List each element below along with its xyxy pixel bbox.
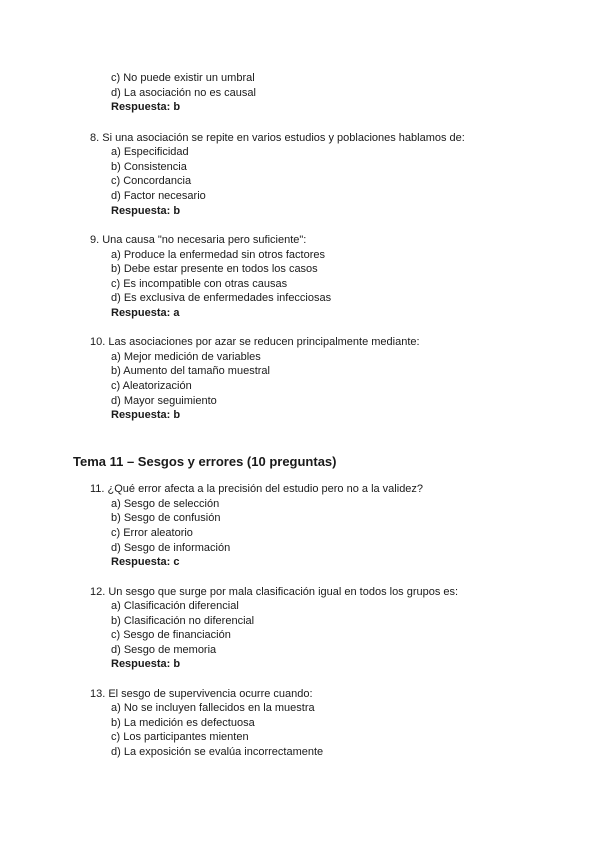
answer-text: Respuesta: b bbox=[111, 101, 181, 113]
answer-text: Respuesta: b bbox=[111, 409, 181, 421]
option-text: b) Debe estar presente en todos los casos bbox=[111, 263, 318, 275]
option-text: d) Factor necesario bbox=[111, 190, 206, 202]
option-text: a) Produce la enfermedad sin otros factores bbox=[111, 249, 326, 261]
option-text: c) No puede existir un umbral bbox=[111, 72, 255, 84]
option-text: d) La asociación no es causal bbox=[111, 87, 256, 99]
answer-text: Respuesta: b bbox=[111, 205, 181, 217]
option-text: b) Consistencia bbox=[111, 161, 187, 173]
answer-text: Respuesta: a bbox=[111, 307, 180, 319]
option-text: a) No se incluyen fallecidos en la muestra bbox=[111, 702, 315, 714]
option-text: c) Concordancia bbox=[111, 175, 192, 187]
option-text: a) Mejor medición de variables bbox=[111, 351, 261, 363]
answer-text: Respuesta: c bbox=[111, 556, 180, 568]
option-text: c) Sesgo de financiación bbox=[111, 629, 231, 641]
option-text: c) Es incompatible con otras causas bbox=[111, 278, 288, 290]
option-text: b) Sesgo de confusión bbox=[111, 512, 221, 524]
question-text: 11. ¿Qué error afecta a la precisión del estudio pero no a la validez? bbox=[90, 483, 424, 495]
option-text: c) Aleatorización bbox=[111, 380, 192, 392]
question-text: 10. Las asociaciones por azar se reducen principalmente mediante: bbox=[90, 336, 420, 348]
option-text: b) La medición es defectuosa bbox=[111, 717, 255, 729]
option-text: a) Especificidad bbox=[111, 146, 189, 158]
answer-text: Respuesta: b bbox=[111, 658, 181, 670]
option-text: c) Los participantes mienten bbox=[111, 731, 249, 743]
option-text: b) Clasificación no diferencial bbox=[111, 615, 255, 627]
option-text: d) Mayor seguimiento bbox=[111, 395, 217, 407]
option-text: b) Aumento del tamaño muestral bbox=[111, 365, 270, 377]
option-text: d) Es exclusiva de enfermedades infecciosas bbox=[111, 292, 332, 304]
option-text: a) Sesgo de selección bbox=[111, 498, 220, 510]
option-text: d) Sesgo de memoria bbox=[111, 644, 217, 656]
question-text: 8. Si una asociación se repite en varios estudios y poblaciones hablamos de: bbox=[90, 132, 465, 144]
question-text: 12. Un sesgo que surge por mala clasificación igual en todos los grupos es: bbox=[90, 586, 459, 598]
option-text: d) Sesgo de información bbox=[111, 542, 231, 554]
option-text: a) Clasificación diferencial bbox=[111, 600, 239, 612]
option-text: d) La exposición se evalúa incorrectamente bbox=[111, 746, 324, 758]
question-text: 13. El sesgo de supervivencia ocurre cuando: bbox=[90, 688, 313, 700]
question-text: 9. Una causa "no necesaria pero suficiente": bbox=[90, 234, 307, 246]
option-text: c) Error aleatorio bbox=[111, 527, 193, 539]
section-title: Tema 11 – Sesgos y errores (10 preguntas) bbox=[73, 454, 337, 469]
